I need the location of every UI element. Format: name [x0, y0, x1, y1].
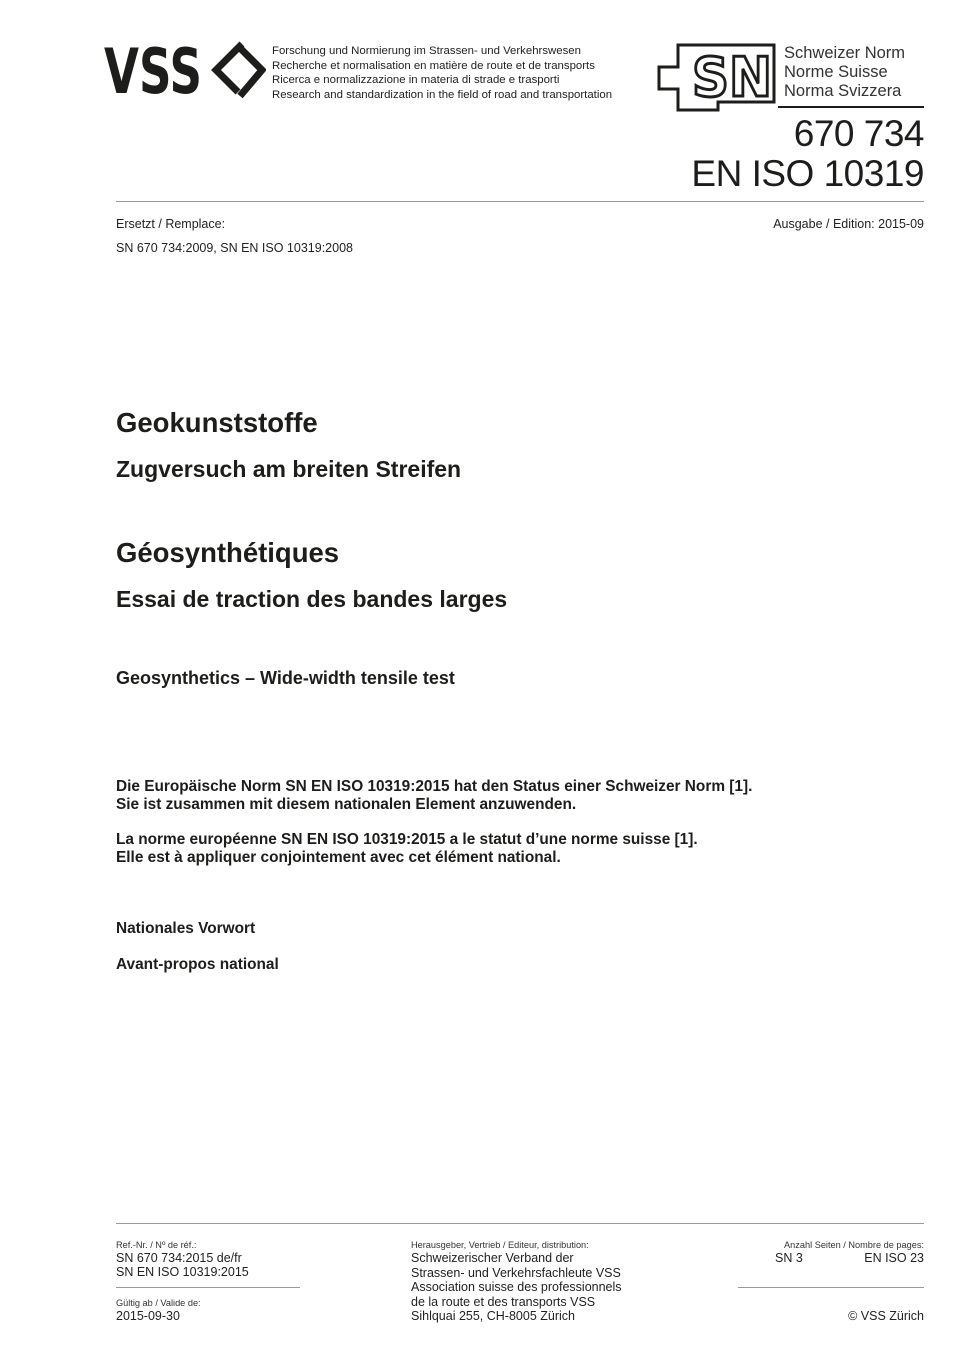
- iso-number: EN ISO 10319: [691, 153, 924, 194]
- status-paragraph-de: [116, 778, 896, 814]
- status-de-line-1: Die Europäische Norm SN EN ISO 10319:2015 hat den Status einer Schweizer Norm [1].: [116, 778, 753, 795]
- status-paragraph-fr: [116, 831, 896, 867]
- title-de: Geokunststoffe: [116, 407, 318, 438]
- ref-value-iso: SN EN ISO 10319:2015: [116, 1265, 249, 1279]
- publisher-line: Association suisse des professionnels: [411, 1280, 622, 1294]
- ref-divider: [116, 1287, 300, 1288]
- tagline-en: Research and standardization in the field of road and transportation: [272, 88, 613, 101]
- sn-name-it: Norma Svizzera: [784, 82, 902, 100]
- tagline-de: Forschung und Normierung im Strassen- und Verkehrswesen: [272, 45, 581, 57]
- sn-name-de: Schweizer Norm: [784, 44, 906, 62]
- copyright: © VSS Zürich: [848, 1309, 924, 1323]
- tagline-fr: Recherche et normalisation en matière de route et de transports: [272, 59, 595, 72]
- status-de-line-2: Sie ist zusammen mit diesem nationalen Element anzuwenden.: [116, 796, 577, 813]
- publisher-address: [411, 1251, 622, 1324]
- publisher-line: Strassen- und Verkehrsfachleute VSS: [411, 1265, 621, 1280]
- publisher-line: Schweizerischer Verband der: [411, 1251, 574, 1265]
- pages-divider: [738, 1287, 924, 1288]
- publisher-line: Sihlquai 255, CH-8005 Zürich: [411, 1309, 575, 1323]
- valid-date: 2015-09-30: [116, 1309, 180, 1323]
- sn-logo: [656, 42, 778, 114]
- publisher-line: de la route et des transports VSS: [411, 1294, 596, 1309]
- foreword-heading-fr: Avant-propos national: [116, 956, 279, 973]
- pages-iso: EN ISO 23: [864, 1251, 924, 1265]
- edition-date: Ausgabe / Edition: 2015-09: [773, 217, 924, 231]
- sn-rule: [778, 106, 924, 108]
- replaced-label: Ersetzt / Remplace:: [116, 217, 226, 231]
- header-divider: [116, 201, 924, 202]
- footer-divider: [116, 1223, 924, 1224]
- ref-label: Ref.-Nr. / Nº de réf.:: [116, 1240, 197, 1250]
- standard-number: 670 734: [793, 113, 924, 154]
- tagline-it: Ricerca e normalizzazione in materia di strade e trasporti: [272, 74, 560, 87]
- sn-names: [784, 44, 905, 101]
- ref-value-sn: SN 670 734:2015 de/fr: [116, 1251, 242, 1265]
- subtitle-fr: Essai de traction des bandes larges: [116, 586, 508, 612]
- vss-logo: [104, 38, 266, 102]
- svg-text:SN: SN: [692, 46, 772, 109]
- valid-label: Gültig ab / Valide de:: [116, 1298, 201, 1308]
- sn-name-fr: Norme Suisse: [784, 63, 888, 81]
- title-en: Geosynthetics – Wide-width tensile test: [116, 668, 455, 688]
- pages-label: Anzahl Seiten / Nombre de pages:: [784, 1240, 924, 1250]
- status-fr-line-1: La norme européenne SN EN ISO 10319:2015 a le statut d’une norme suisse [1].: [116, 831, 698, 848]
- publisher-label: Herausgeber, Vertrieb / Editeur, distribution:: [411, 1240, 589, 1250]
- replaced-value: SN 670 734:2009, SN EN ISO 10319:2008: [116, 241, 353, 255]
- foreword-heading-de: Nationales Vorwort: [116, 920, 256, 937]
- pages-sn: SN 3: [775, 1251, 803, 1265]
- title-fr: Géosynthétiques: [116, 537, 340, 568]
- subtitle-de: Zugversuch am breiten Streifen: [116, 456, 462, 482]
- svg-text:VSS: VSS: [104, 38, 202, 102]
- status-fr-line-2: Elle est à appliquer conjointement avec cet élément national.: [116, 849, 561, 866]
- vss-tagline: [272, 44, 612, 102]
